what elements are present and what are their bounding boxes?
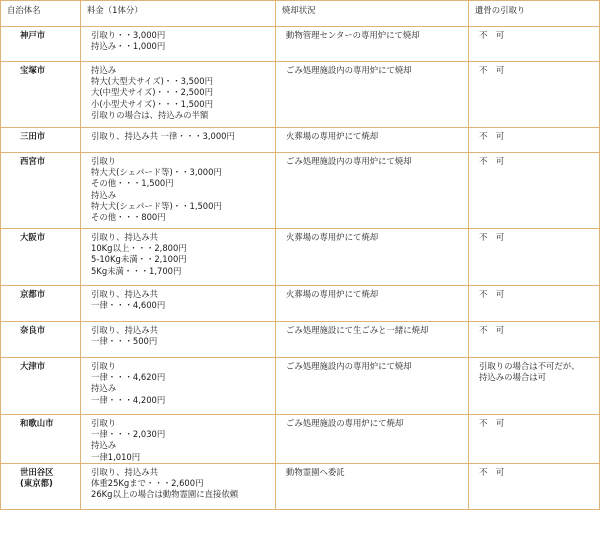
municipality-cell xyxy=(1,286,81,322)
fee-line: 引取り、持込み共 xyxy=(91,325,158,335)
remains-pickup-cell xyxy=(469,322,600,358)
fee-line: 持込み・・1,000円 xyxy=(91,41,166,52)
fee-cell xyxy=(81,62,276,128)
fee-line: 引取り・・3,000円 xyxy=(91,30,166,40)
municipality-cell xyxy=(1,153,81,229)
fee-cell xyxy=(81,415,276,464)
remains-pickup-line: 持込みの場合は可 xyxy=(479,372,546,383)
municipality-cell xyxy=(1,62,81,128)
table-row xyxy=(1,463,600,509)
remains-pickup-line: 不 可 xyxy=(479,131,505,141)
municipality-cell xyxy=(1,128,81,153)
cremation-status-cell xyxy=(276,128,469,153)
fee-line: 特大(大型犬サイズ)・・3,500円 xyxy=(91,76,213,87)
remains-pickup-line: 不 可 xyxy=(479,418,505,428)
fee-line: 26Kg以上の場合は動物霊園に直接依頼 xyxy=(91,489,239,500)
cremation-status-line: 火葬場の専用炉にて焼却 xyxy=(286,289,379,299)
fee-cell xyxy=(81,153,276,229)
table-row xyxy=(1,415,600,464)
fee-line: 大(中型犬サイズ)・・・2,500円 xyxy=(91,87,213,98)
remains-pickup-cell xyxy=(469,62,600,128)
remains-pickup-cell xyxy=(469,229,600,286)
fee-line: 持込み xyxy=(91,440,117,451)
table-row xyxy=(1,358,600,415)
municipality-line: 西宮市 xyxy=(20,156,46,166)
fee-line: 5-10Kg未満・・2,100円 xyxy=(91,254,187,265)
remains-pickup-line: 不 可 xyxy=(479,232,505,242)
table-row xyxy=(1,27,600,62)
header-cremation-status: 焼却状況 xyxy=(276,1,469,27)
fee-line: 一律・・・500円 xyxy=(91,336,158,347)
municipality-line: 大津市 xyxy=(20,361,46,371)
municipality-cell xyxy=(1,322,81,358)
fee-line: 引取り xyxy=(91,418,117,428)
fee-line: 引取り、持込み共 一律・・・3,000円 xyxy=(91,131,235,141)
municipality-line: 京都市 xyxy=(20,289,46,299)
fee-line: 持込み xyxy=(91,189,117,200)
table-row xyxy=(1,286,600,322)
remains-pickup-line: 不 可 xyxy=(479,156,505,166)
cremation-status-line: 動物管理センターの専用炉にて焼却 xyxy=(286,30,420,40)
fee-line: 小(小型犬サイズ)・・・1,500円 xyxy=(91,98,213,109)
table-row xyxy=(1,62,600,128)
municipality-line: 奈良市 xyxy=(20,325,46,335)
cremation-status-line: 火葬場の専用炉にて焼却 xyxy=(286,232,379,242)
fee-cell xyxy=(81,322,276,358)
fee-line: 持込み xyxy=(91,65,117,75)
header-municipality: 自治体名 xyxy=(1,1,81,27)
fee-cell xyxy=(81,128,276,153)
fee-line: 一律・・・4,600円 xyxy=(91,300,166,311)
fee-line: 体重25Kgまで・・・2,600円 xyxy=(91,478,204,489)
cremation-status-line: 火葬場の専用炉にて焼却 xyxy=(286,131,379,141)
municipality-cell xyxy=(1,27,81,62)
cremation-status-cell xyxy=(276,27,469,62)
fee-line: 引取り、持込み共 xyxy=(91,232,158,242)
cremation-status-cell xyxy=(276,463,469,509)
cremation-status-cell xyxy=(276,322,469,358)
fee-cell xyxy=(81,463,276,509)
fee-line: 特大犬(シェパード等)・・3,000円 xyxy=(91,167,222,178)
fee-line: 特大犬(シェパード等)・・1,500円 xyxy=(91,200,222,211)
fee-line: その他・・・800円 xyxy=(91,212,166,223)
remains-pickup-cell xyxy=(469,153,600,229)
remains-pickup-line: 不 可 xyxy=(479,289,505,299)
remains-pickup-line: 不 可 xyxy=(479,325,505,335)
fee-line: 引取り xyxy=(91,361,117,371)
cremation-status-line: ごみ処理施設内の専用炉にて焼却 xyxy=(286,156,412,166)
cremation-status-line: ごみ処理施設にて生ごみと一緒に焼却 xyxy=(286,325,429,335)
remains-pickup-line: 不 可 xyxy=(479,466,505,477)
remains-pickup-line: 引取りの場合は不可だが、 xyxy=(479,361,580,371)
municipality-line: 神戸市 xyxy=(20,30,46,40)
municipality-line: (東京都) xyxy=(20,478,53,489)
remains-pickup-cell xyxy=(469,27,600,62)
cremation-status-line: 動物霊園へ委託 xyxy=(286,466,345,477)
table-row xyxy=(1,322,600,358)
fee-line: 10Kg以上・・・2,800円 xyxy=(91,243,187,254)
fee-line: 持込み xyxy=(91,383,117,394)
fee-line: その他・・・1,500円 xyxy=(91,178,174,189)
header-fee: 料金（1体分） xyxy=(81,1,276,27)
fee-line: 一律・・・4,620円 xyxy=(91,372,166,383)
municipality-cell xyxy=(1,229,81,286)
fee-cell xyxy=(81,229,276,286)
cremation-status-cell xyxy=(276,415,469,464)
header-row xyxy=(1,1,600,27)
remains-pickup-cell xyxy=(469,463,600,509)
fee-cell xyxy=(81,358,276,415)
fee-line: 引取り、持込み共 xyxy=(91,289,158,299)
cremation-status-cell xyxy=(276,153,469,229)
municipality-cell xyxy=(1,415,81,464)
cremation-status-line: ごみ処理施設内の専用炉にて焼却 xyxy=(286,65,412,75)
municipality-cell xyxy=(1,358,81,415)
municipality-line: 世田谷区 xyxy=(20,466,54,477)
municipality-cell xyxy=(1,463,81,509)
remains-pickup-line: 不 可 xyxy=(479,65,505,75)
remains-pickup-line: 不 可 xyxy=(479,30,505,40)
table-row xyxy=(1,153,600,229)
table-row xyxy=(1,229,600,286)
municipality-line: 三田市 xyxy=(20,131,46,141)
cremation-status-line: ごみ処理施設内の専用炉にて焼却 xyxy=(286,361,412,371)
fee-line: 引取り、持込み共 xyxy=(91,466,158,477)
fee-cell xyxy=(81,27,276,62)
table-body xyxy=(1,27,600,510)
table-row xyxy=(1,128,600,153)
fee-line: 5Kg未満・・・1,700円 xyxy=(91,265,182,276)
cremation-status-line: ごみ処理施設の専用炉にて焼却 xyxy=(286,418,404,428)
fee-line: 引取りの場合は、持込みの半額 xyxy=(91,109,209,120)
cremation-status-cell xyxy=(276,229,469,286)
municipality-line: 和歌山市 xyxy=(20,418,54,428)
fee-line: 引取り xyxy=(91,156,117,166)
municipality-line: 宝塚市 xyxy=(20,65,46,75)
fee-line: 一律・・・2,030円 xyxy=(91,429,166,440)
remains-pickup-cell xyxy=(469,415,600,464)
fee-line: 一律・・・4,200円 xyxy=(91,394,166,405)
remains-pickup-cell xyxy=(469,128,600,153)
cremation-status-cell xyxy=(276,62,469,128)
remains-pickup-cell xyxy=(469,358,600,415)
remains-pickup-cell xyxy=(469,286,600,322)
cremation-status-cell xyxy=(276,358,469,415)
fee-cell xyxy=(81,286,276,322)
fee-line: 一律1,010円 xyxy=(91,451,141,462)
header-remains-pickup: 遺骨の引取り xyxy=(469,1,600,27)
municipality-line: 大阪市 xyxy=(20,232,46,242)
cremation-status-cell xyxy=(276,286,469,322)
